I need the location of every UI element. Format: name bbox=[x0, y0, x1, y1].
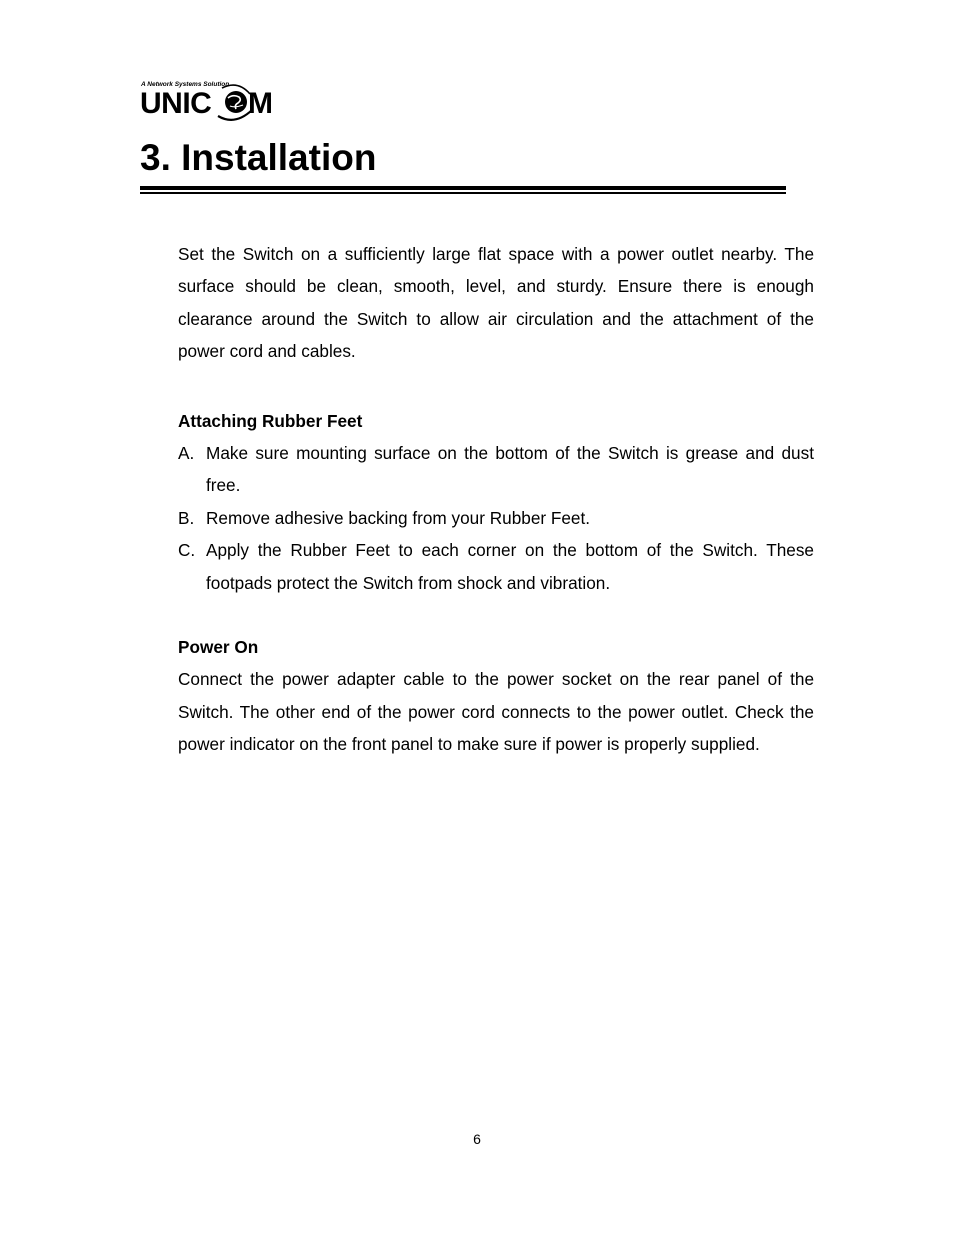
page-content bbox=[178, 238, 814, 761]
power-on-paragraph: Connect the power adapter cable to the power socket on the rear panel of the Switch. The other end of the power cord connects to the power outlet. Check the power indicator on the front panel to make sure if power is properly supplied. bbox=[178, 669, 814, 755]
rubber-feet-steps bbox=[178, 437, 814, 599]
globe-icon bbox=[218, 85, 252, 120]
page-number: 6 bbox=[473, 1131, 481, 1147]
step-text: Remove adhesive backing from your Rubber Feet. bbox=[206, 507, 591, 528]
intro-paragraph: Set the Switch on a sufficiently large flat space with a power outlet nearby. The surface should be clean, smooth, level, and sturdy. Ensure there is enough clearance around the Switch to allow air circulation and the attachment of the power cord and cables. bbox=[178, 244, 814, 362]
step-text: Make sure mounting surface on the bottom of the Switch is grease and dust free. bbox=[206, 443, 814, 496]
page-title: 3. Installation bbox=[140, 137, 377, 178]
step-item-c bbox=[178, 534, 814, 599]
power-on-heading: Power On bbox=[178, 637, 259, 658]
rubber-feet-heading: Attaching Rubber Feet bbox=[178, 410, 363, 431]
step-item-b bbox=[178, 502, 814, 534]
title-divider-thin bbox=[140, 192, 786, 194]
svg-text:UNIC: UNIC bbox=[140, 87, 212, 120]
svg-text:A Network Systems Solution: A Network Systems Solution bbox=[141, 81, 230, 88]
title-divider-thick bbox=[140, 186, 786, 190]
step-marker: C. bbox=[178, 540, 196, 561]
step-item-a bbox=[178, 437, 814, 502]
step-marker: B. bbox=[178, 507, 195, 528]
unicom-logo bbox=[140, 78, 290, 126]
unicom-logo-graphic bbox=[140, 78, 290, 126]
step-text: Apply the Rubber Feet to each corner on the bottom of the Switch. These footpads protect the Switch from shock and vibration. bbox=[206, 540, 814, 593]
step-marker: A. bbox=[178, 443, 195, 464]
svg-text:M: M bbox=[248, 87, 273, 120]
